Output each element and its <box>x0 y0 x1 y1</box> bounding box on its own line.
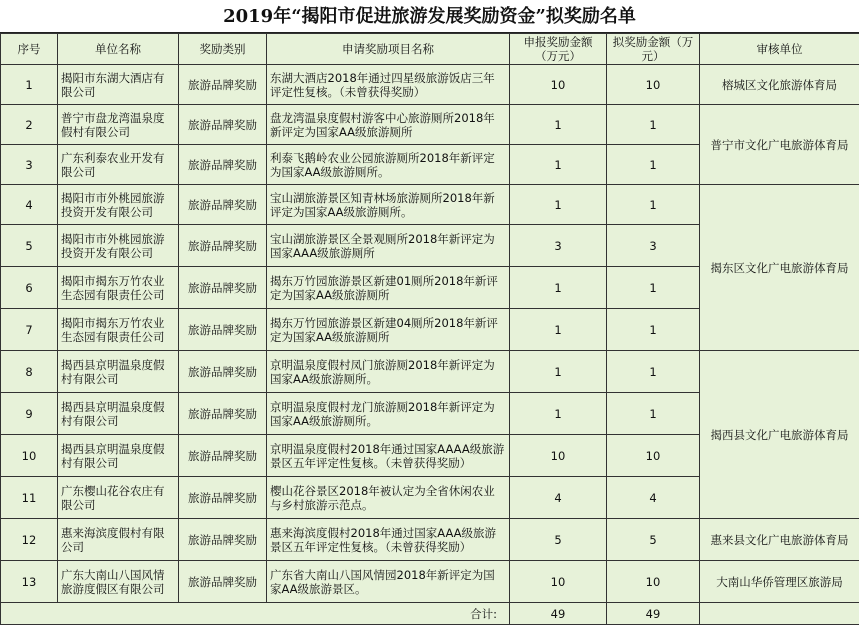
header-award: 拟奖励金额（万元） <box>607 34 700 65</box>
row-type: 旅游品牌奖励 <box>179 435 267 477</box>
award-table <box>0 33 859 625</box>
row-apply: 4 <box>510 477 607 519</box>
row-apply: 1 <box>510 145 607 185</box>
row-project: 东湖大酒店2018年通过四星级旅游饭店三年评定性复核。（未曾获得奖励） <box>267 65 510 105</box>
row-unit: 揭阳市揭东万竹农业生态园有限责任公司 <box>58 309 179 351</box>
table-row <box>1 561 859 603</box>
row-apply: 1 <box>510 267 607 309</box>
total-award: 49 <box>607 603 700 625</box>
row-apply: 3 <box>510 225 607 267</box>
table-row <box>1 351 859 393</box>
row-apply: 1 <box>510 393 607 435</box>
row-no: 13 <box>1 561 58 603</box>
auditor-cell: 揭东区文化广电旅游体育局 <box>700 185 859 351</box>
row-project: 利泰飞鹅岭农业公园旅游厕所2018年新评定为国家AA级旅游厕所。 <box>267 145 510 185</box>
row-apply: 1 <box>510 185 607 225</box>
row-project: 惠来海滨度假村2018年通过国家AAA级旅游景区五年评定性复核。（未曾获得奖励） <box>267 519 510 561</box>
row-apply: 10 <box>510 561 607 603</box>
table-row <box>1 105 859 145</box>
row-no: 8 <box>1 351 58 393</box>
header-apply: 申报奖励金额（万元） <box>510 34 607 65</box>
row-type: 旅游品牌奖励 <box>179 477 267 519</box>
row-unit: 揭阳市东湖大酒店有限公司 <box>58 65 179 105</box>
row-project: 宝山湖旅游景区全景观厕所2018年新评定为国家AAA级旅游厕所 <box>267 225 510 267</box>
auditor-cell: 榕城区文化旅游体育局 <box>700 65 859 105</box>
row-project: 广东省大南山八国风情园2018年新评定为国家AA级旅游景区。 <box>267 561 510 603</box>
total-row <box>1 603 859 625</box>
row-project: 揭东万竹园旅游景区新建01厕所2018年新评定为国家AA级旅游厕所 <box>267 267 510 309</box>
page-title: 2019年“揭阳市促进旅游发展奖励资金”拟奖励名单 <box>0 0 859 33</box>
row-no: 12 <box>1 519 58 561</box>
total-apply: 49 <box>510 603 607 625</box>
row-apply: 10 <box>510 65 607 105</box>
header-unit: 单位名称 <box>58 34 179 65</box>
table-row <box>1 185 859 225</box>
row-award: 10 <box>607 561 700 603</box>
row-unit: 普宁市盘龙湾温泉度假村有限公司 <box>58 105 179 145</box>
auditor-cell: 普宁市文化广电旅游体育局 <box>700 105 859 185</box>
row-award: 1 <box>607 185 700 225</box>
header-no: 序号 <box>1 34 58 65</box>
row-unit: 揭阳市揭东万竹农业生态园有限责任公司 <box>58 267 179 309</box>
row-award: 5 <box>607 519 700 561</box>
row-project: 京明温泉度假村龙门旅游厕2018年新评定为国家AA级旅游厕所。 <box>267 393 510 435</box>
row-type: 旅游品牌奖励 <box>179 145 267 185</box>
row-unit: 揭西县京明温泉度假村有限公司 <box>58 351 179 393</box>
header-auditor: 审核单位 <box>700 34 859 65</box>
row-apply: 5 <box>510 519 607 561</box>
row-apply: 1 <box>510 351 607 393</box>
row-unit: 广东大南山八国风情旅游度假区有限公司 <box>58 561 179 603</box>
row-type: 旅游品牌奖励 <box>179 519 267 561</box>
row-unit: 广东利泰农业开发有限公司 <box>58 145 179 185</box>
row-project: 京明温泉度假村2018年通过国家AAAA级旅游景区五年评定性复核。（未曾获得奖励） <box>267 435 510 477</box>
auditor-cell: 揭西县文化广电旅游体育局 <box>700 351 859 519</box>
row-no: 9 <box>1 393 58 435</box>
row-project: 樱山花谷景区2018年被认定为全省休闲农业与乡村旅游示范点。 <box>267 477 510 519</box>
row-no: 2 <box>1 105 58 145</box>
row-award: 1 <box>607 351 700 393</box>
row-apply: 1 <box>510 105 607 145</box>
row-unit: 广东樱山花谷农庄有限公司 <box>58 477 179 519</box>
row-unit: 惠来海滨度假村有限公司 <box>58 519 179 561</box>
row-no: 3 <box>1 145 58 185</box>
row-type: 旅游品牌奖励 <box>179 309 267 351</box>
row-type: 旅游品牌奖励 <box>179 105 267 145</box>
row-unit: 揭西县京明温泉度假村有限公司 <box>58 435 179 477</box>
row-project: 揭东万竹园旅游景区新建04厕所2018年新评定为国家AA级旅游厕所 <box>267 309 510 351</box>
total-empty <box>700 603 859 625</box>
row-type: 旅游品牌奖励 <box>179 185 267 225</box>
row-no: 11 <box>1 477 58 519</box>
row-type: 旅游品牌奖励 <box>179 351 267 393</box>
row-project: 宝山湖旅游景区知青林场旅游厕所2018年新评定为国家AA级旅游厕所。 <box>267 185 510 225</box>
row-no: 1 <box>1 65 58 105</box>
row-project: 京明温泉度假村凤门旅游厕2018年新评定为国家AA级旅游厕所。 <box>267 351 510 393</box>
row-type: 旅游品牌奖励 <box>179 393 267 435</box>
row-unit: 揭阳市市外桃园旅游投资开发有限公司 <box>58 225 179 267</box>
row-award: 4 <box>607 477 700 519</box>
row-no: 10 <box>1 435 58 477</box>
row-unit: 揭西县京明温泉度假村有限公司 <box>58 393 179 435</box>
row-no: 6 <box>1 267 58 309</box>
auditor-cell: 大南山华侨管理区旅游局 <box>700 561 859 603</box>
row-award: 10 <box>607 65 700 105</box>
row-project: 盘龙湾温泉度假村游客中心旅游厕所2018年新评定为国家AA级旅游厕所 <box>267 105 510 145</box>
row-type: 旅游品牌奖励 <box>179 267 267 309</box>
table-row <box>1 519 859 561</box>
row-type: 旅游品牌奖励 <box>179 65 267 105</box>
row-type: 旅游品牌奖励 <box>179 561 267 603</box>
row-award: 1 <box>607 393 700 435</box>
row-no: 4 <box>1 185 58 225</box>
header-type: 奖励类别 <box>179 34 267 65</box>
row-award: 1 <box>607 267 700 309</box>
header-project: 申请奖励项目名称 <box>267 34 510 65</box>
row-award: 3 <box>607 225 700 267</box>
row-apply: 10 <box>510 435 607 477</box>
row-apply: 1 <box>510 309 607 351</box>
row-type: 旅游品牌奖励 <box>179 225 267 267</box>
header-row <box>1 34 859 65</box>
table-row <box>1 65 859 105</box>
row-award: 1 <box>607 105 700 145</box>
row-award: 1 <box>607 145 700 185</box>
row-award: 1 <box>607 309 700 351</box>
row-no: 7 <box>1 309 58 351</box>
row-unit: 揭阳市市外桃园旅游投资开发有限公司 <box>58 185 179 225</box>
row-no: 5 <box>1 225 58 267</box>
row-award: 10 <box>607 435 700 477</box>
auditor-cell: 惠来县文化广电旅游体育局 <box>700 519 859 561</box>
total-label: 合计: <box>1 603 510 625</box>
